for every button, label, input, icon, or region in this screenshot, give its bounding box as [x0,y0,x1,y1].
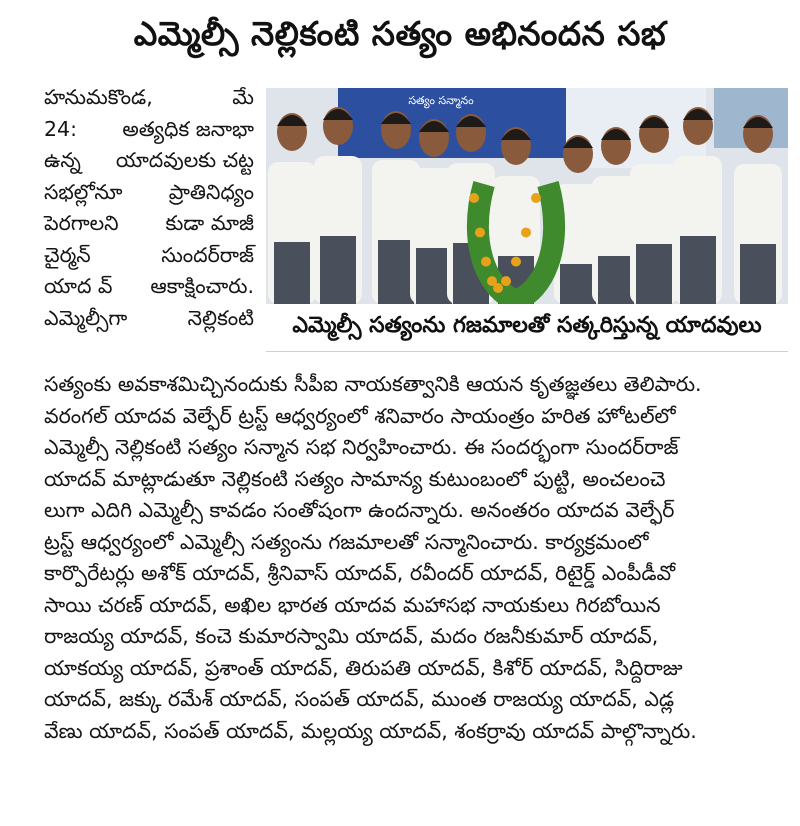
column-word: కుడా మాజీ [165,211,254,235]
person-trousers [740,244,776,304]
column-word: ప్రాతినిధ్యం [168,179,254,204]
article-body [44,369,786,747]
body-line: యాకయ్య యాదవ్, ప్రశాంత్ యాదవ్, తిరుపతి యాదవ్, కిశోర్ యాదవ్, సిద్దిరాజు [44,655,683,680]
banner-text: సత్యం సన్మానం [408,94,474,107]
column-word: అత్యధిక జనాభా [122,116,254,141]
person-trousers [560,264,596,304]
marigold [501,276,511,286]
column-word: పెరగాలని [44,211,119,235]
column-word: సుందర్‌రాజ్ [161,242,254,267]
marigold [511,257,521,267]
marigold [531,193,541,203]
body-line: ట్రస్ట్ ఆధ్వర్యంలో ఎమ్మెల్సీ సత్యంను గజమాలతో సన్మానించారు. కార్యక్రమంలో [44,529,649,554]
person-trousers [320,236,356,304]
column-line [44,240,254,272]
column-word: నెల్లికంటి [187,305,254,330]
column-line [44,303,254,335]
photo-caption: ఎమ్మెల్సీ సత్యంను గజమాలతో సత్కరిస్తున్న యాదవులు [266,305,788,352]
column-line [44,114,254,146]
column-word: ఆకాక్షించారు. [150,274,254,298]
column-word: హనుమకొండ, [44,85,153,109]
news-photo [266,88,788,304]
marigold [475,227,485,237]
column-line [44,208,254,240]
body-line: సత్యంకు అవకాశమిచ్చినందుకు సీపీఐ నాయకత్వానికి ఆయన కృతజ్ఞతలు తెలిపారు. [44,372,702,396]
marigold [481,257,491,267]
person-trousers [680,236,716,304]
column-word: సభల్లోనూ [44,179,123,204]
column-line [44,177,254,209]
headline: ఎమ్మెల్సీ నెల్లికంటి సత్యం అభినందన సభ [133,14,667,53]
body-line: కార్పొరేటర్లు అశోక్ యాదవ్, శ్రీనివాస్ యాదవ్, రవీందర్ యాదవ్, రిటైర్డ్ ఎంపీడీవో [44,561,676,585]
column-word: యాదవులకు చట్ట [115,148,254,172]
person-trousers [636,244,672,304]
column-word: యాద వ్ [44,274,113,298]
body-line: సాయి చరణ్ యాదవ్, అఖిల భారత యాదవ మహాసభ నాయకులు గిరబోయిన [44,592,661,617]
photo-illustration [266,88,788,304]
marigold [469,193,479,203]
body-line: రాజయ్య యాదవ్, కంచె కుమారస్వామి యాదవ్, మదం రజనీకుమార్ యాదవ్, [44,624,659,648]
person-trousers [378,240,414,304]
column-line [44,145,254,177]
person-trousers [598,256,634,304]
person-trousers [416,248,452,304]
body-line: యాదవ్, జక్కు రమేశ్ యాదవ్, సంపత్ యాదవ్, ముంత రాజయ్య యాదవ్, ఎడ్ల [44,687,675,711]
column-line [44,82,254,114]
body-line: వరంగల్ యాదవ వెల్ఫేర్ ట్రస్ట్ ఆధ్వర్యంలో శనివారం సాయంత్రం హరిత హోటల్‌లో [44,403,676,428]
column-word: ఉన్న [44,148,81,172]
column-word: ఎమ్మెల్సీగా [44,305,128,330]
narrow-column [44,82,254,334]
marigold [493,283,503,293]
column-word: 24: [44,116,77,141]
body-line: వేణు యాదవ్, సంపత్ యాదవ్, మల్లయ్య యాదవ్, శంకర్రావు యాదవ్ పాల్గొన్నారు. [44,718,697,743]
body-line: లుగా ఎదిగి ఎమ్మెల్సీ కావడం సంతోషంగా ఉందన్నారు. అనంతరం యాదవ వెల్ఫేర్ [44,498,675,522]
body-line: ఎమ్మెల్సీ నెల్లికంటి సత్యం సన్మాన సభ నిర్వహించారు. ఈ సందర్భంగా సుందర్‌రాజ్ [44,435,679,459]
body-line: యాదవ్ మాట్లాడుతూ నెల్లికంటి సత్యం సామాన్య కుటుంబంలో పుట్టి, అంచలంచె [44,466,666,491]
column-word: మే [232,85,254,109]
column-line [44,271,254,303]
column-word: చైర్మన్ [44,242,91,267]
person-trousers [274,242,310,304]
marigold [521,227,531,237]
